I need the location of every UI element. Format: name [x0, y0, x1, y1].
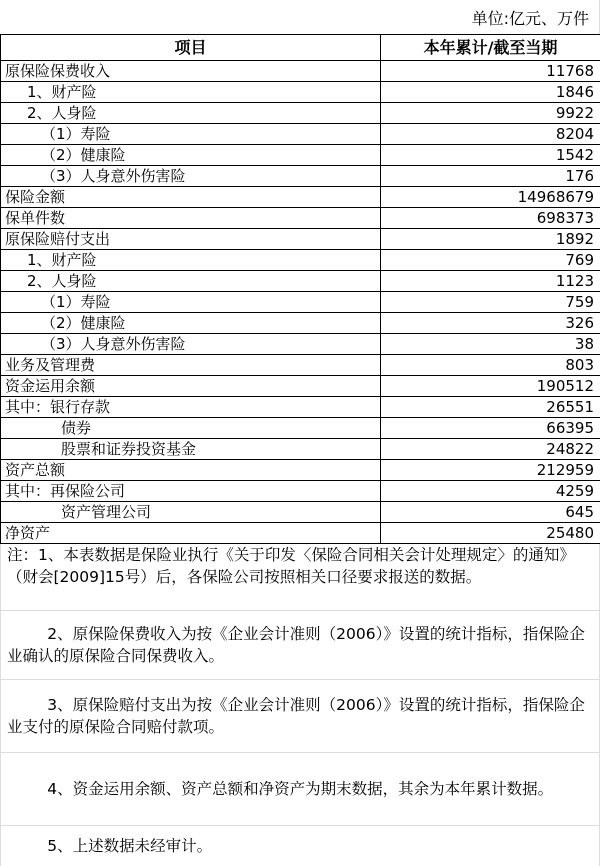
row-value: 14968679 — [381, 187, 600, 208]
row-label: （3）人身意外伤害险 — [1, 334, 381, 355]
row-value: 759 — [381, 292, 600, 313]
note-5-box — [1, 826, 599, 866]
stats-table — [0, 34, 600, 544]
row-value: 11768 — [381, 61, 600, 82]
row-value: 645 — [381, 502, 600, 523]
row-value: 26551 — [381, 397, 600, 418]
table-row — [1, 439, 600, 460]
note-5: 5、上述数据未经审计。 — [7, 835, 212, 857]
row-value: 24822 — [381, 439, 600, 460]
table-row — [1, 82, 600, 103]
note-4-box — [1, 753, 599, 826]
row-value: 25480 — [381, 523, 600, 544]
row-value: 176 — [381, 166, 600, 187]
table-row — [1, 334, 600, 355]
table-row — [1, 460, 600, 481]
table-row — [1, 229, 600, 250]
row-label: 资产管理公司 — [1, 502, 381, 523]
row-value: 1542 — [381, 145, 600, 166]
row-label: 净资产 — [1, 523, 381, 544]
row-value: 4259 — [381, 481, 600, 502]
table-row — [1, 502, 600, 523]
row-value: 1892 — [381, 229, 600, 250]
table-row — [1, 313, 600, 334]
table-row — [1, 523, 600, 544]
row-label: 原保险保费收入 — [1, 61, 381, 82]
row-value: 1846 — [381, 82, 600, 103]
table-row — [1, 124, 600, 145]
row-value: 803 — [381, 355, 600, 376]
table-row — [1, 103, 600, 124]
row-label: 1、财产险 — [1, 82, 381, 103]
note-4: 4、资金运用余额、资产总额和净资产为期末数据，其余为本年累计数据。 — [7, 778, 553, 800]
unit-label: 单位:亿元、万件 — [0, 0, 600, 34]
row-label: 资产总额 — [1, 460, 381, 481]
row-value: 9922 — [381, 103, 600, 124]
table-row — [1, 145, 600, 166]
table-row — [1, 418, 600, 439]
row-value: 326 — [381, 313, 600, 334]
table-row — [1, 292, 600, 313]
row-label: 2、人身险 — [1, 103, 381, 124]
row-label: （1）寿险 — [1, 124, 381, 145]
row-label: 保单件数 — [1, 208, 381, 229]
note-3-box — [1, 680, 599, 753]
column-header-value: 本年累计/截至当期 — [381, 35, 600, 61]
table-body — [1, 61, 600, 544]
row-label: （3）人身意外伤害险 — [1, 166, 381, 187]
row-label: 其中：再保险公司 — [1, 481, 381, 502]
table-row — [1, 166, 600, 187]
table-row — [1, 250, 600, 271]
row-label: 原保险赔付支出 — [1, 229, 381, 250]
notes-section — [0, 544, 600, 866]
row-value: 212959 — [381, 460, 600, 481]
row-value: 66395 — [381, 418, 600, 439]
row-value: 769 — [381, 250, 600, 271]
note-2: 2、原保险保费收入为按《企业会计准则（2006）》设置的统计指标，指保险企业确认的原保险合同保费收入。 — [7, 623, 591, 667]
row-label: 2、人身险 — [1, 271, 381, 292]
row-label: 保险金额 — [1, 187, 381, 208]
table-row — [1, 187, 600, 208]
table-row — [1, 481, 600, 502]
table-row — [1, 397, 600, 418]
note-1: 注：1、本表数据是保险业执行《关于印发〈保险合同相关会计处理规定〉的通知》（财会[2009]15号）后，各保险公司按照相关口径要求报送的数据。 — [1, 544, 599, 611]
row-label: 业务及管理费 — [1, 355, 381, 376]
note-2-box — [1, 611, 599, 680]
table-header-row — [1, 35, 600, 61]
table-row — [1, 61, 600, 82]
row-label: 资金运用余额 — [1, 376, 381, 397]
table-row — [1, 376, 600, 397]
row-value: 1123 — [381, 271, 600, 292]
row-label: （2）健康险 — [1, 145, 381, 166]
row-label: 1、财产险 — [1, 250, 381, 271]
row-label: （2）健康险 — [1, 313, 381, 334]
row-value: 190512 — [381, 376, 600, 397]
row-label: （1）寿险 — [1, 292, 381, 313]
column-header-item: 项目 — [1, 35, 381, 61]
table-row — [1, 355, 600, 376]
row-value: 698373 — [381, 208, 600, 229]
row-label: 债券 — [1, 418, 381, 439]
row-label: 股票和证券投资基金 — [1, 439, 381, 460]
table-row — [1, 271, 600, 292]
note-3: 3、原保险赔付支出为按《企业会计准则（2006）》设置的统计指标，指保险企业支付的原保险合同赔付款项。 — [7, 694, 591, 738]
row-value: 8204 — [381, 124, 600, 145]
row-label: 其中：银行存款 — [1, 397, 381, 418]
table-row — [1, 208, 600, 229]
row-value: 38 — [381, 334, 600, 355]
